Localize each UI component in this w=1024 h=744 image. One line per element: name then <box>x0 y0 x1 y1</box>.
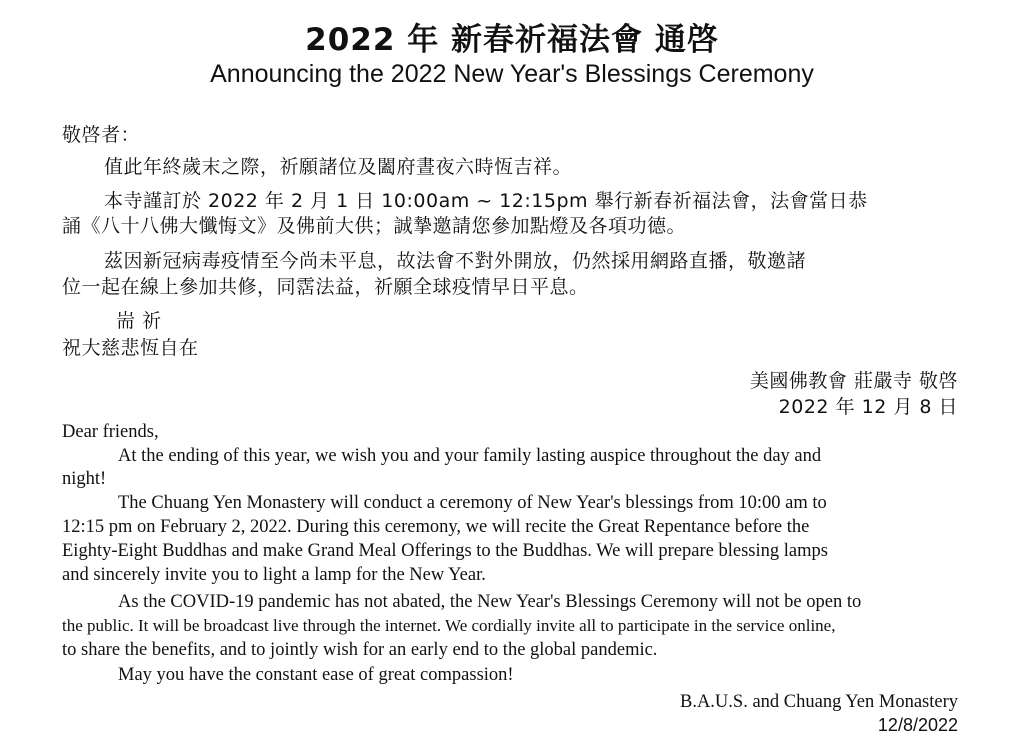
english-paragraph-4: May you have the constant ease of great compassion! <box>118 665 514 685</box>
chinese-date: 2022 年 12 月 8 日 <box>778 396 958 418</box>
english-paragraph-2-line-1: The Chuang Yen Monastery will conduct a ceremony of New Year's blessings from 10:00 am to <box>118 493 827 513</box>
chinese-closing-2: 祝大慈悲恆自在 <box>62 337 199 359</box>
english-paragraph-1-line-2: night! <box>62 469 107 489</box>
english-paragraph-2-line-3: Eighty-Eight Buddhas and make Grand Meal Offerings to the Buddhas. We will prepare blessing lamps <box>62 541 828 561</box>
english-salutation: Dear friends, <box>62 422 159 442</box>
chinese-paragraph-1: 值此年終歲末之際，祈願諸位及闔府晝夜六時恆吉祥。 <box>104 156 573 178</box>
english-paragraph-1-line-1: At the ending of this year, we wish you and your family lasting auspice throughout the day and <box>118 446 822 466</box>
chinese-salutation: 敬啓者： <box>62 124 141 146</box>
chinese-closing-1: 耑 祈 <box>116 310 162 332</box>
chinese-paragraph-3-line-1: 茲因新冠病毒疫情至今尚未平息，故法會不對外開放，仍然採用網路直播，敬邀諸 <box>104 250 807 272</box>
chinese-signature: 美國佛教會 莊嚴寺 敬啓 <box>749 370 958 392</box>
english-date: 12/8/2022 <box>877 715 958 735</box>
english-paragraph-3-line-3: to share the benefits, and to jointly wish for an early end to the global pandemic. <box>62 640 658 660</box>
english-signature: B.A.U.S. and Chuang Yen Monastery <box>679 692 958 712</box>
english-paragraph-2-line-2: 12:15 pm on February 2, 2022. During this ceremony, we will recite the Great Repentance before the <box>62 517 810 537</box>
english-paragraph-3-line-2: the public. It will be broadcast live through the internet. We cordially invite all to participate in the service online, <box>62 616 836 635</box>
chinese-paragraph-3-line-2: 位一起在線上參加共修，同霑法益，祈願全球疫情早日平息。 <box>62 276 589 298</box>
title-chinese: 2022 年 新春祈福法會 通啓 <box>305 22 719 58</box>
title-english: Announcing the 2022 New Year's Blessings Ceremony <box>210 60 814 88</box>
chinese-paragraph-2-line-2: 誦《八十八佛大懺悔文》及佛前大供；誠摯邀請您參加點燈及各項功德。 <box>62 215 687 237</box>
english-paragraph-3-line-1: As the COVID-19 pandemic has not abated, the New Year's Blessings Ceremony will not be open to <box>118 592 862 612</box>
chinese-paragraph-2-line-1: 本寺謹訂於 2022 年 2 月 1 日 10:00am ~ 12:15pm 舉行新春祈福法會，法會當日恭 <box>104 190 868 212</box>
english-paragraph-2-line-4: and sincerely invite you to light a lamp for the New Year. <box>62 565 486 585</box>
